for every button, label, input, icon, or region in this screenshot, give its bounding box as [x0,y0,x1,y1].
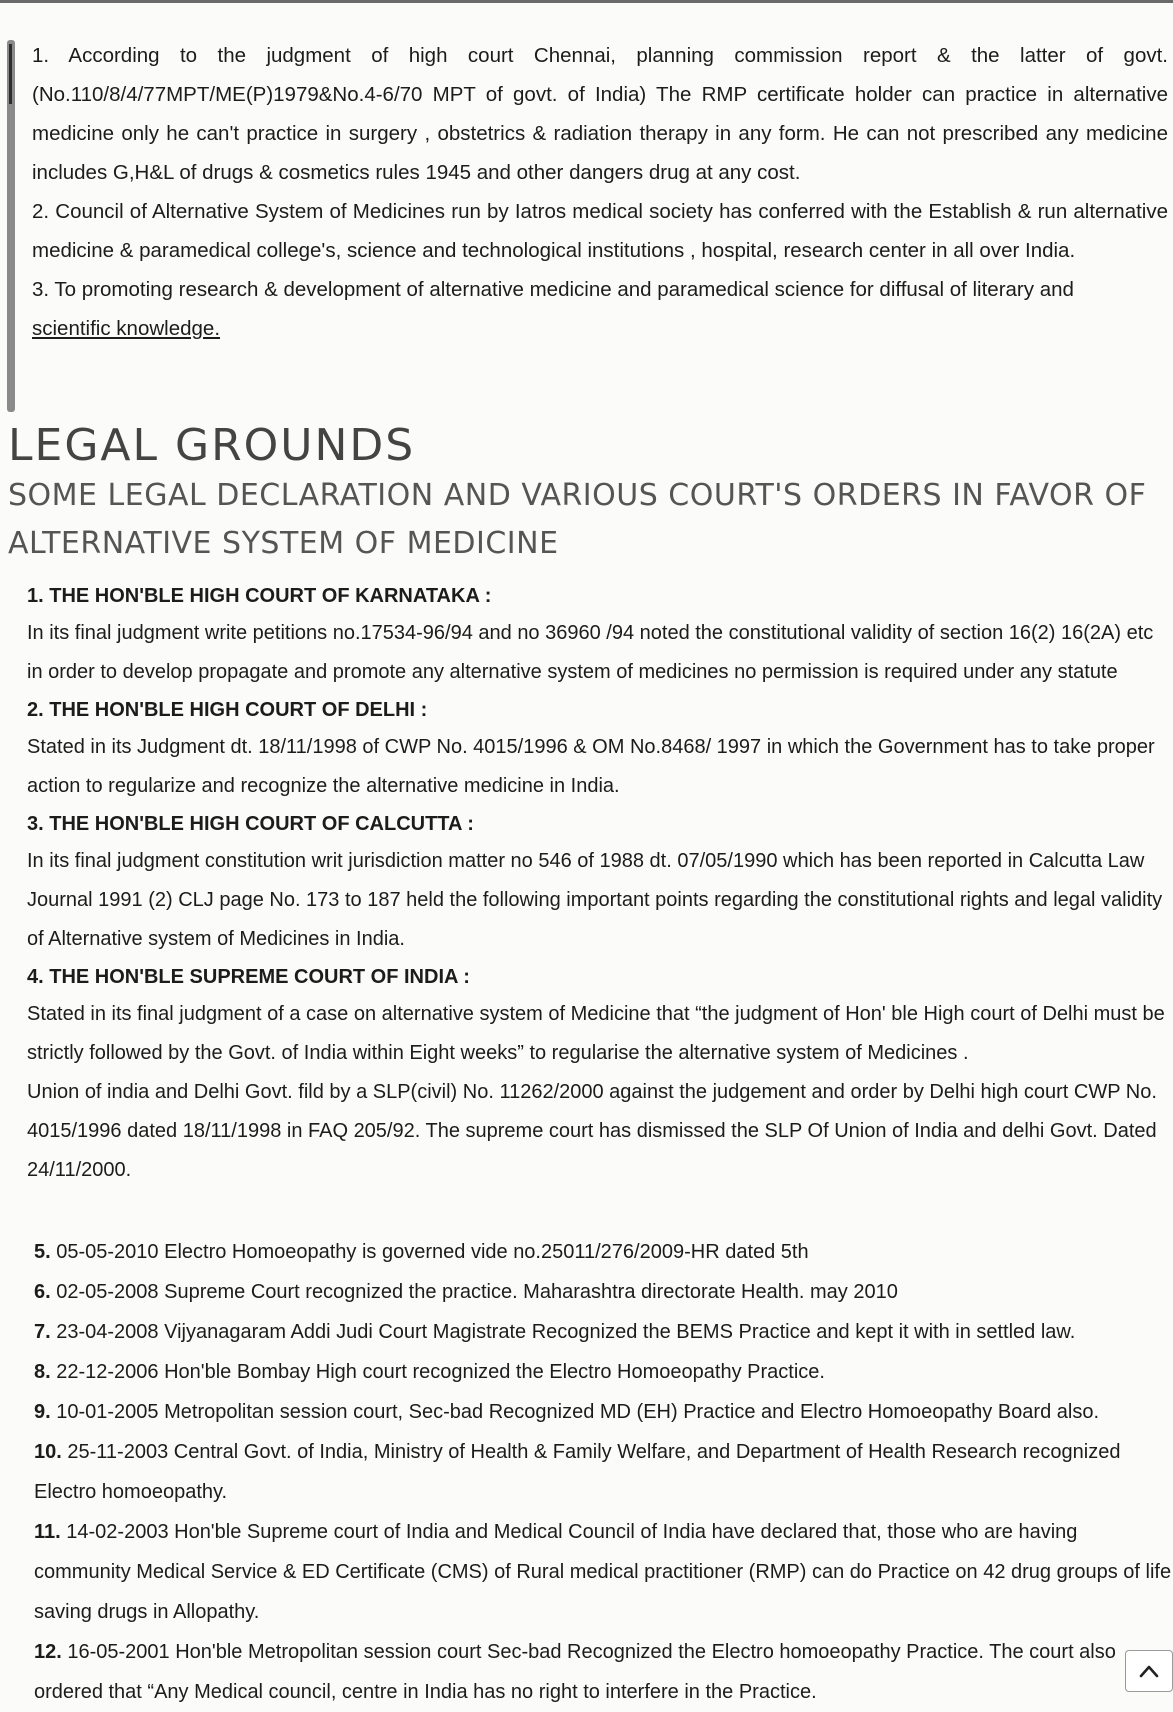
list-item: 8. 22-12-2006 Hon'ble Bombay High court recognized the Electro Homoeopathy Practice. [34,1361,825,1383]
scroll-to-top-button[interactable] [1125,1650,1173,1692]
list-item: 5. 05-05-2010 Electro Homoeopathy is governed vide no.25011/276/2009-HR dated 5th [34,1241,809,1263]
recognition-list [34,1232,1173,1712]
left-border-bar [7,40,15,412]
court-text: In its final judgment write petitions no.17534-96/94 and no 36960 /94 noted the constitutional validity of section 16(2) 16(2A) etc in order to develop propagate and promote any alternative system of medicines no permission is required under any statute [27,622,1154,683]
intro-paragraph-3-tail: scientific knowledge. [32,317,221,340]
list-item: 6. 02-05-2008 Supreme Court recognized the practice. Maharashtra directorate Health. may 2010 [34,1281,898,1303]
subheading-line-2: ALTERNATIVE SYSTEM OF MEDICINE [8,526,559,561]
list-item: 9. 10-01-2005 Metropolitan session court, Sec-bad Recognized MD (EH) Practice and Electro Homoeopathy Board also. [34,1401,1099,1423]
top-divider [0,0,1173,3]
list-item: 7. 23-04-2008 Vijyanagaram Addi Judi Court Magistrate Recognized the BEMS Practice and kept it with in settled law. [34,1321,1076,1343]
court-orders-list [27,578,1173,1190]
court-title: 3. THE HON'BLE HIGH COURT OF CALCUTTA : [27,813,474,835]
intro-paragraph-1: 1. According to the judgment of high court Chennai, planning commission report & the latter of govt. (No.110/8/4/77MPT/ME(P)1979&No.4-6/70 MPT of govt. of India) The RMP certificate holder can practice in alternative medicine only he can't practice in surgery , obstetrics & radiation therapy in any form. He can not prescribed any medicine includes G,H&L of drugs & cosmetics rules 1945 and other dangers drug at any cost. [32,44,1168,184]
court-text: Stated in its Judgment dt. 18/11/1998 of CWP No. 4015/1996 & OM No.8468/ 1997 in which the Government has to take proper action to regularize and recognize the alternative medicine in India. [27,736,1155,797]
court-title: 4. THE HON'BLE SUPREME COURT OF INDIA : [27,966,470,988]
intro-section [32,36,1168,348]
court-title: 2. THE HON'BLE HIGH COURT OF DELHI : [27,699,428,721]
legal-grounds-subheading [8,472,1173,568]
chevron-up-icon [1139,1664,1159,1678]
court-text: Stated in its final judgment of a case on alternative system of Medicine that “the judgment of Hon' ble High court of Delhi must be strictly followed by the Govt. of India within Eight weeks” to regularise the alternative system of Medicines . [27,1003,1165,1064]
list-item: 10. 25-11-2003 Central Govt. of India, Ministry of Health & Family Welfare, and Department of Health Research recognized Electro homoeopathy. [34,1441,1121,1503]
court-text: In its final judgment constitution writ jurisdiction matter no 546 of 1988 dt. 07/05/1990 which has been reported in Calcutta Law Journal 1991 (2) CLJ page No. 173 to 187 held the following important points regarding the constitutional rights and legal validity of Alternative system of Medicines in India. [27,850,1163,950]
court-title: 1. THE HON'BLE HIGH COURT OF KARNATAKA : [27,585,492,607]
court-text: Union of india and Delhi Govt. fild by a SLP(civil) No. 11262/2000 against the judgement and order by Delhi high court CWP No. 4015/1996 dated 18/11/1998 in FAQ 205/92. The supreme court has dismissed the SLP Of Union of India and delhi Govt. Dated 24/11/2000. [27,1081,1157,1181]
subheading-line-1: SOME LEGAL DECLARATION AND VARIOUS COURT'S ORDERS IN FAVOR OF [8,478,1147,513]
intro-paragraph-3: 3. To promoting research & development of alternative medicine and paramedical science for diffusal of literary and [32,278,1074,301]
intro-paragraph-2: 2. Council of Alternative System of Medicines run by Iatros medical society has conferred with the Establish & run alternative medicine & paramedical college's, science and technological institutions , hospital, research center in all over India. [32,200,1168,262]
legal-grounds-heading: LEGAL GROUNDS [8,420,416,471]
list-item: 12. 16-05-2001 Hon'ble Metropolitan session court Sec-bad Recognized the Electro homoeopathy Practice. The court also ordered that “Any Medical council, centre in India has no right to interfere in the Practice. [34,1641,1116,1703]
list-item: 11. 14-02-2003 Hon'ble Supreme court of India and Medical Council of India have declared that, those who are having community Medical Service & ED Certificate (CMS) of Rural medical practitioner (RMP) can do Practice on 42 drug groups of life saving drugs in Allopathy. [34,1521,1172,1623]
